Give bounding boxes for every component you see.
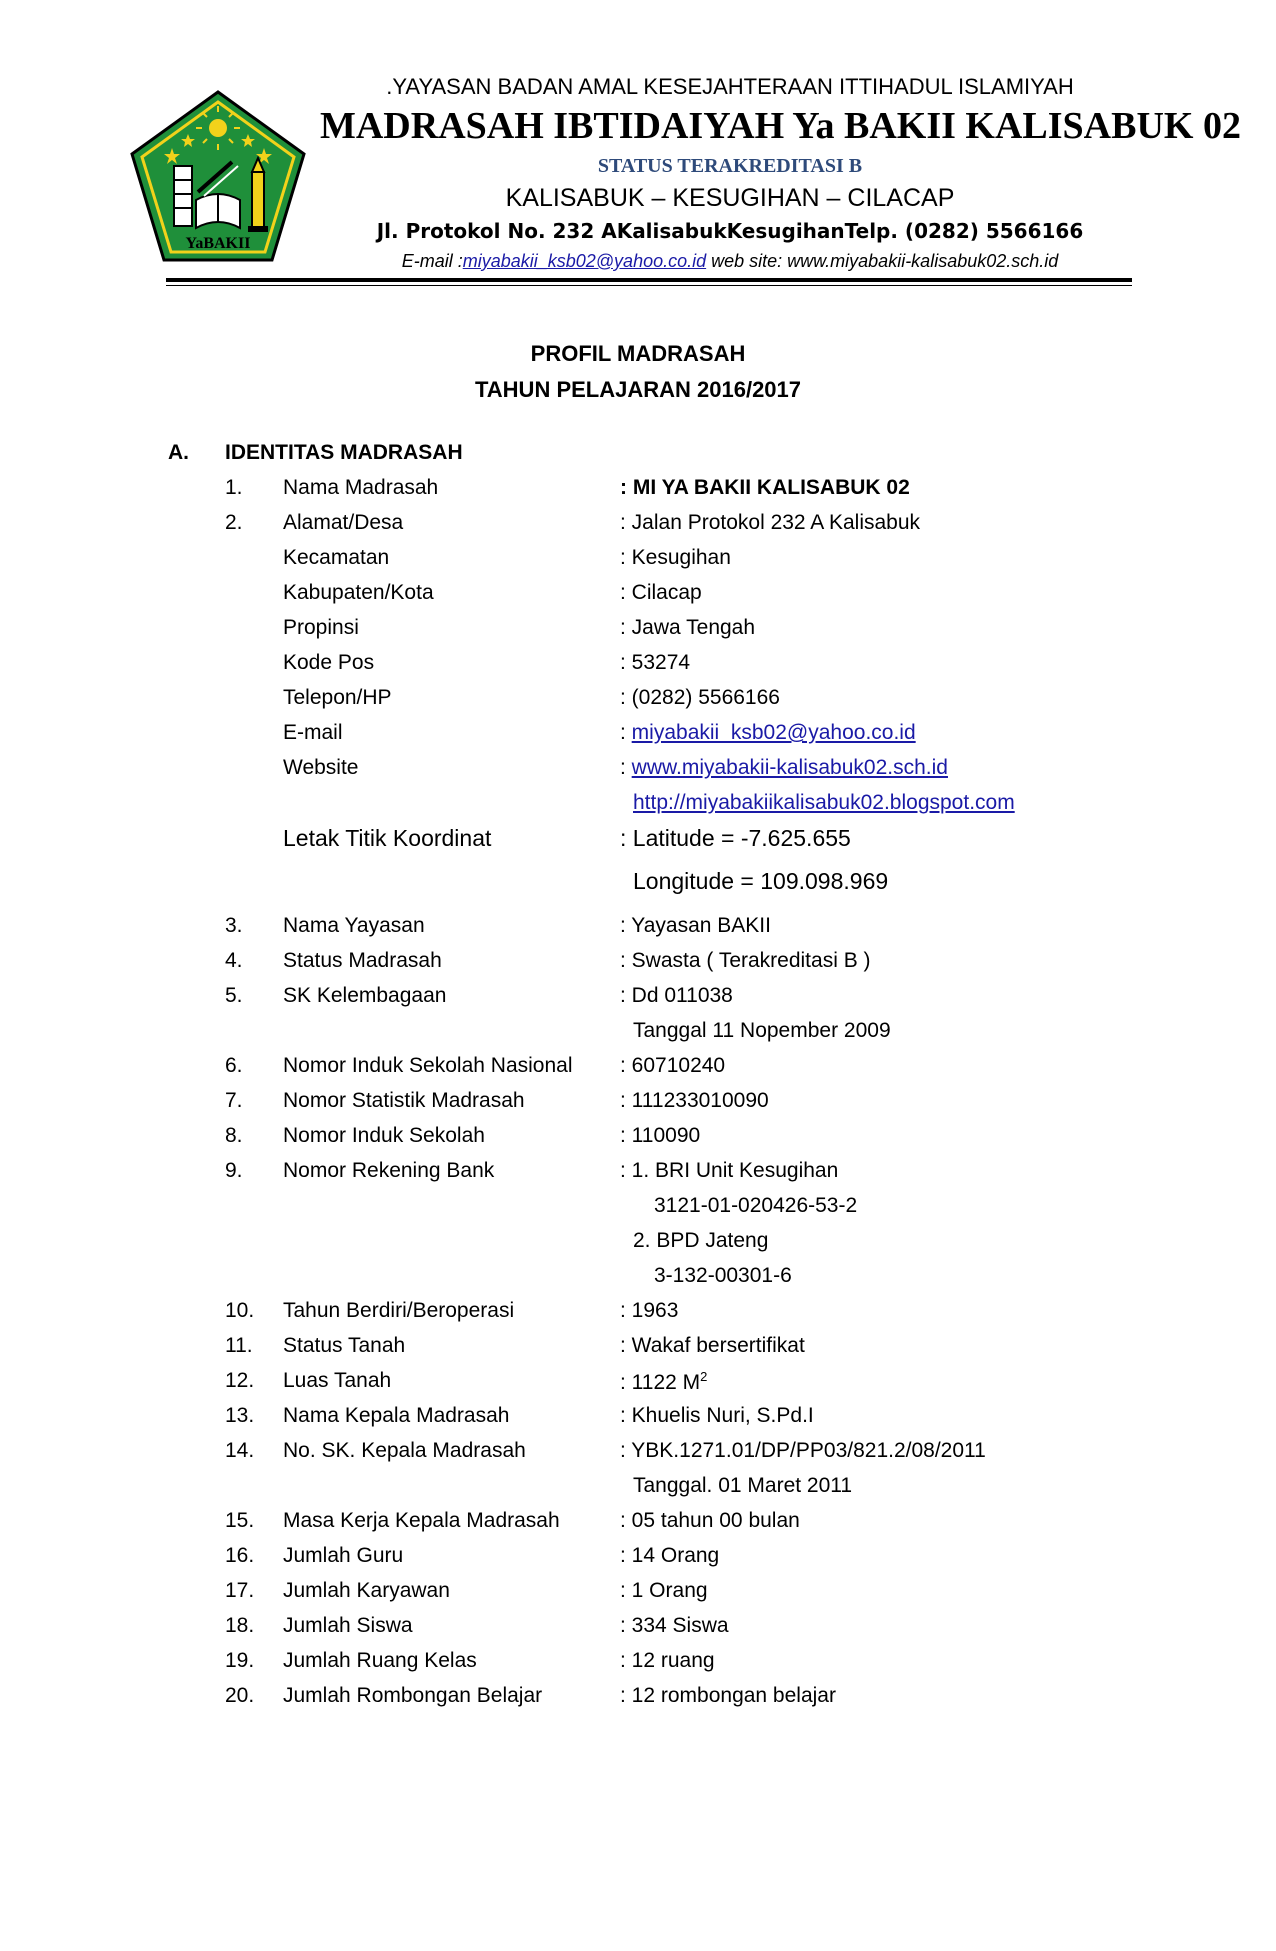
item-value: : 110090 bbox=[620, 1124, 701, 1147]
item-value: : Jawa Tengah bbox=[620, 616, 756, 639]
list-item bbox=[0, 1439, 1276, 1473]
item-value: : (0282) 5566166 bbox=[620, 686, 780, 709]
item-number: 8. bbox=[225, 1124, 243, 1147]
item-number: 1. bbox=[225, 476, 243, 499]
school-location: KALISABUK – KESUGIHAN – CILACAP bbox=[505, 184, 955, 212]
item-label: Kecamatan bbox=[283, 546, 390, 569]
list-item bbox=[0, 651, 1276, 685]
item-label: Propinsi bbox=[283, 616, 359, 639]
land-area-value: : 1122 M bbox=[620, 1371, 701, 1394]
website-link[interactable]: www.miyabakii-kalisabuk02.sch.id bbox=[631, 756, 948, 779]
item-label: Jumlah Ruang Kelas bbox=[283, 1649, 477, 1672]
item-label: Nomor Induk Sekolah Nasional bbox=[283, 1054, 573, 1077]
item-value bbox=[620, 756, 948, 780]
document-title: PROFIL MADRASAH bbox=[530, 341, 746, 366]
item-value: : 111233010090 bbox=[620, 1089, 769, 1112]
list-item bbox=[0, 1579, 1276, 1613]
item-value: : 05 tahun 00 bulan bbox=[620, 1509, 800, 1532]
item-value bbox=[620, 1369, 707, 1395]
item-number: 3. bbox=[225, 914, 243, 937]
list-item bbox=[0, 1159, 1276, 1193]
item-number: 15. bbox=[225, 1509, 255, 1532]
item-value: Tanggal 11 Nopember 2009 bbox=[633, 1019, 891, 1042]
list-item bbox=[0, 949, 1276, 983]
list-item bbox=[0, 1649, 1276, 1683]
item-value: 2. BPD Jateng bbox=[633, 1229, 769, 1252]
item-label: Jumlah Guru bbox=[283, 1544, 404, 1567]
section-letter: A. bbox=[168, 441, 189, 464]
item-label: No. SK. Kepala Madrasah bbox=[283, 1439, 526, 1462]
item-value: : 1 Orang bbox=[620, 1579, 708, 1602]
email-link[interactable]: miyabakii_ksb02@yahoo.co.id bbox=[631, 721, 916, 744]
item-value: 3121-01-020426-53-2 bbox=[654, 1194, 858, 1217]
item-number: 4. bbox=[225, 949, 243, 972]
list-item bbox=[0, 721, 1276, 755]
list-item bbox=[0, 616, 1276, 650]
item-value: : 334 Siswa bbox=[620, 1614, 729, 1637]
item-number: 16. bbox=[225, 1544, 255, 1567]
item-value: : Swasta ( Terakreditasi B ) bbox=[620, 949, 871, 972]
website-text: web site: www.miyabakii-kalisabuk02.sch.id bbox=[706, 251, 1059, 271]
header-divider-thick bbox=[166, 278, 1132, 282]
item-value: Longitude = 109.098.969 bbox=[633, 868, 889, 894]
list-item bbox=[0, 1334, 1276, 1368]
item-label: Letak Titik Koordinat bbox=[283, 825, 492, 851]
item-value bbox=[620, 721, 916, 745]
section-title: IDENTITAS MADRASAH bbox=[225, 441, 463, 464]
list-item bbox=[0, 914, 1276, 948]
header-divider-thin bbox=[166, 285, 1132, 286]
list-item bbox=[0, 984, 1276, 1018]
logo-text: YaBAKII bbox=[185, 235, 251, 252]
item-number: 10. bbox=[225, 1299, 255, 1322]
header-email-link[interactable]: miyabakii_ksb02@yahoo.co.id bbox=[462, 251, 707, 271]
school-logo bbox=[128, 88, 308, 264]
list-item bbox=[0, 868, 1276, 902]
item-number: 6. bbox=[225, 1054, 243, 1077]
item-number: 2. bbox=[225, 511, 243, 534]
item-value: : 1. BRI Unit Kesugihan bbox=[620, 1159, 839, 1182]
item-label: Website bbox=[283, 756, 359, 779]
item-label: Nomor Statistik Madrasah bbox=[283, 1089, 525, 1112]
item-label: Nomor Induk Sekolah bbox=[283, 1124, 485, 1147]
item-value: : 1963 bbox=[620, 1299, 679, 1322]
item-number: 12. bbox=[225, 1369, 255, 1392]
colon: : bbox=[620, 721, 632, 744]
list-item bbox=[0, 1089, 1276, 1123]
item-label: E-mail bbox=[283, 721, 343, 744]
school-name: MADRASAH IBTIDAIYAH Ya BAKII KALISABUK 02 bbox=[320, 105, 1241, 147]
item-label: Status Madrasah bbox=[283, 949, 442, 972]
item-value: : 12 ruang bbox=[620, 1649, 715, 1672]
item-label: Masa Kerja Kepala Madrasah bbox=[283, 1509, 560, 1532]
item-label: Nama Madrasah bbox=[283, 476, 439, 499]
item-value: : MI YA BAKII KALISABUK 02 bbox=[620, 476, 910, 499]
item-label: Nama Kepala Madrasah bbox=[283, 1404, 510, 1427]
item-label: Tahun Berdiri/Beroperasi bbox=[283, 1299, 515, 1322]
foundation-name: .YAYASAN BADAN AMAL KESEJAHTERAAN ITTIHADUL ISLAMIYAH bbox=[386, 74, 1074, 99]
item-number: 19. bbox=[225, 1649, 255, 1672]
item-number: 17. bbox=[225, 1579, 255, 1602]
list-item bbox=[0, 581, 1276, 615]
item-label: SK Kelembagaan bbox=[283, 984, 447, 1007]
item-value: : Khuelis Nuri, S.Pd.I bbox=[620, 1404, 814, 1427]
item-value: : Wakaf bersertifikat bbox=[620, 1334, 805, 1357]
list-item bbox=[0, 1369, 1276, 1403]
list-item bbox=[0, 825, 1276, 859]
item-label: Status Tanah bbox=[283, 1334, 406, 1357]
list-item bbox=[0, 1684, 1276, 1718]
list-item bbox=[0, 1474, 1276, 1508]
item-value: : Kesugihan bbox=[620, 546, 731, 569]
list-item bbox=[0, 756, 1276, 790]
list-item bbox=[0, 1264, 1276, 1298]
list-item bbox=[0, 1614, 1276, 1648]
item-number: 14. bbox=[225, 1439, 255, 1462]
list-item bbox=[0, 1544, 1276, 1578]
item-label: Alamat/Desa bbox=[283, 511, 404, 534]
item-value: : 53274 bbox=[620, 651, 691, 674]
list-item bbox=[0, 1229, 1276, 1263]
colon: : bbox=[620, 756, 632, 779]
list-item bbox=[0, 1299, 1276, 1333]
item-value: : 14 Orang bbox=[620, 1544, 720, 1567]
item-value: : Yayasan BAKII bbox=[620, 914, 771, 937]
item-number: 5. bbox=[225, 984, 243, 1007]
item-number: 7. bbox=[225, 1089, 243, 1112]
list-item bbox=[0, 686, 1276, 720]
document-subtitle: TAHUN PELAJARAN 2016/2017 bbox=[474, 377, 802, 402]
list-item bbox=[0, 1054, 1276, 1088]
list-item bbox=[0, 546, 1276, 580]
accreditation-status: STATUS TERAKREDITASI B bbox=[597, 155, 863, 177]
item-number: 13. bbox=[225, 1404, 255, 1427]
item-label: Jumlah Karyawan bbox=[283, 1579, 450, 1602]
superscript: 2 bbox=[700, 1369, 708, 1384]
blog-link[interactable]: http://miyabakiikalisabuk02.blogspot.com bbox=[633, 791, 1015, 814]
contact-line bbox=[320, 251, 1140, 272]
item-value: : 60710240 bbox=[620, 1054, 726, 1077]
item-number: 9. bbox=[225, 1159, 243, 1182]
school-address: Jl. Protokol No. 232 AKalisabukKesugihanTelp. (0282) 5566166 bbox=[376, 219, 1084, 243]
item-label: Kode Pos bbox=[283, 651, 375, 674]
item-number: 11. bbox=[225, 1334, 253, 1357]
list-item bbox=[0, 1509, 1276, 1543]
item-label: Nomor Rekening Bank bbox=[283, 1159, 495, 1182]
item-value: Tanggal. 01 Maret 2011 bbox=[633, 1474, 853, 1497]
list-item bbox=[0, 476, 1276, 510]
item-value: : 12 rombongan belajar bbox=[620, 1684, 836, 1707]
email-label: E-mail : bbox=[401, 251, 463, 271]
item-number: 20. bbox=[225, 1684, 255, 1707]
item-value: 3-132-00301-6 bbox=[654, 1264, 792, 1287]
item-label: Jumlah Rombongan Belajar bbox=[283, 1684, 543, 1707]
item-label: Nama Yayasan bbox=[283, 914, 425, 937]
item-label: Kabupaten/Kota bbox=[283, 581, 434, 604]
list-item bbox=[0, 1404, 1276, 1438]
list-item bbox=[0, 1124, 1276, 1158]
list-item bbox=[0, 1194, 1276, 1228]
item-value: : Latitude = -7.625.655 bbox=[620, 825, 851, 851]
item-label: Luas Tanah bbox=[283, 1369, 392, 1392]
list-item bbox=[0, 511, 1276, 545]
item-number: 18. bbox=[225, 1614, 255, 1637]
item-label: Telepon/HP bbox=[283, 686, 392, 709]
item-value: : Jalan Protokol 232 A Kalisabuk bbox=[620, 511, 921, 534]
list-item bbox=[0, 791, 1276, 825]
item-value: : Dd 011038 bbox=[620, 984, 733, 1007]
list-item bbox=[0, 1019, 1276, 1053]
item-value: : Cilacap bbox=[620, 581, 702, 604]
item-label: Jumlah Siswa bbox=[283, 1614, 413, 1637]
item-value: : YBK.1271.01/DP/PP03/821.2/08/2011 bbox=[620, 1439, 986, 1462]
